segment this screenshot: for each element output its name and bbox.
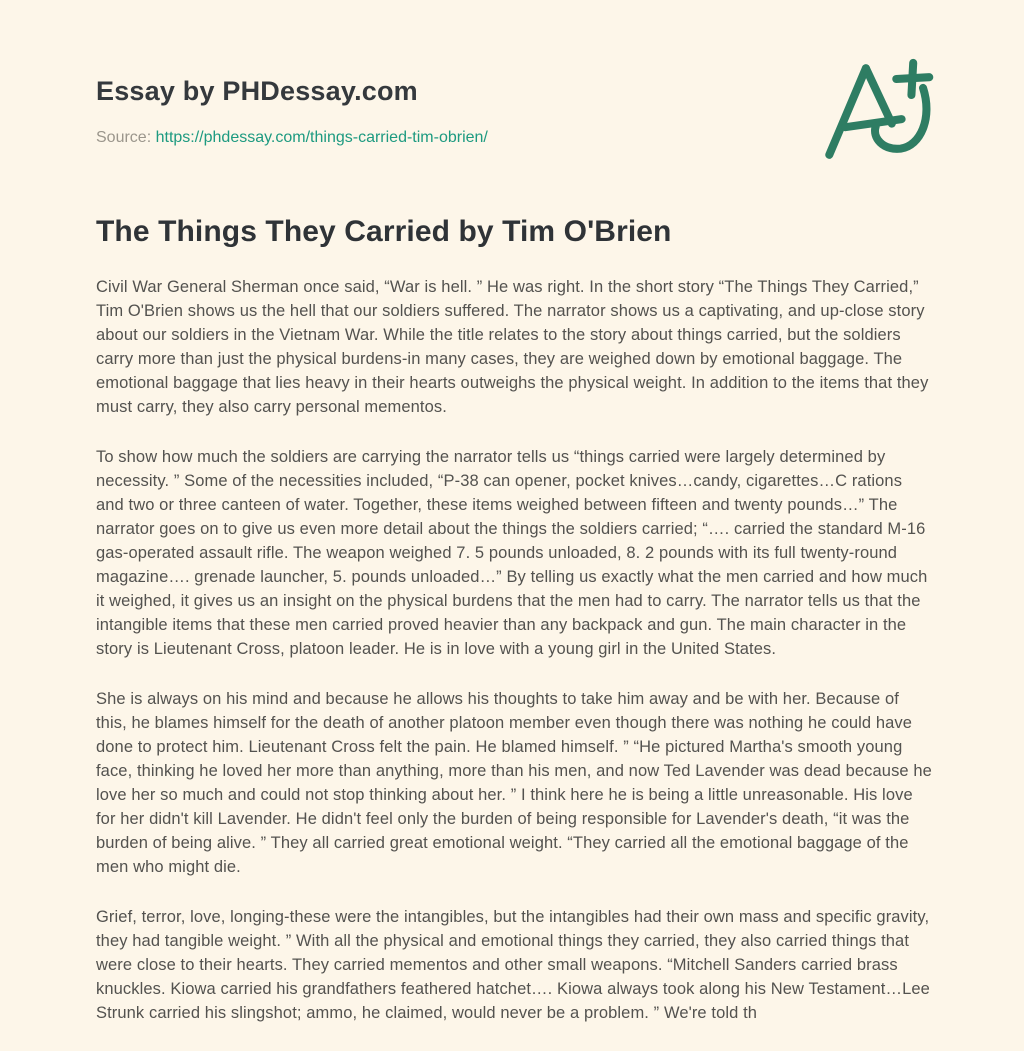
site-header-title: Essay by PHDessay.com	[96, 76, 418, 106]
essay-body	[96, 275, 934, 1025]
essay-content	[96, 0, 934, 1051]
source-label: Source:	[96, 129, 152, 146]
source-line	[96, 129, 934, 147]
essay-paragraph-3: She is always on his mind and because he allows his thoughts to take him away and be with her. Because of this, he blames himself for the death of another platoon member even though there was nothing he could have done to protect him. Lieutenant Cross felt the pain. He blamed himself. ” “He pictured Martha's smooth young face, thinking he loved her more than anything, more than his men, and now Ted Lavender was dead because he love her so much and could not stop thinking about her. ” I think here he is being a little unreasonable. His love for her didn't kill Lavender. He didn't feel only the burden of being responsible for Lavender's death, “it was the burden of being alive. ” They all carried great emotional weight. “They carried all the emotional baggage of the men who might die.	[96, 690, 932, 876]
essay-paragraph-1: Civil War General Sherman once said, “War is hell. ” He was right. In the short story “The Things They Carried,” Tim O'Brien shows us the hell that our soldiers suffered. The narrator shows us a captivating, and up-close story about our soldiers in the Vietnam War. While the title relates to the story about things carried, but the soldiers carry more than just the physical burdens-in many cases, they are weighed down by emotional baggage. The emotional baggage that lies heavy in their hearts outweighs the physical weight. In addition to the items that they must carry, they also carry personal mementos.	[96, 278, 929, 416]
essay-paragraph-4: Grief, terror, love, longing-these were the intangibles, but the intangibles had their own mass and specific gravity, they had tangible weight. ” With all the physical and emotional things they carried, they also carried things that were close to their hearts. They carried mementos and other small weapons. “Mitchell Sanders carried brass knuckles. Kiowa carried his grandfathers feathered hatchet…. Kiowa always took along his New Testament…Lee Strunk carried his slingshot; ammo, he claimed, would never be a problem. ” We're told th	[96, 908, 930, 1022]
essay-paragraph-2: To show how much the soldiers are carrying the narrator tells us “things carried were largely determined by necessity. ” Some of the necessities included, “P-38 can opener, pocket knives…candy, cigarettes…C rations and two or three canteen of water. Together, these items weighed between fifteen and twenty pounds…” The narrator goes on to give us even more detail about the things the soldiers carried; “…. carried the standard M-16 gas-operated assault rifle. The weapon weighed 7. 5 pounds unloaded, 8. 2 pounds with its full twenty-round magazine…. grenade launcher, 5. pounds unloaded…” By telling us exactly what the men carried and how much it weighed, it gives us an insight on the physical burdens that the men had to carry. The narrator tells us that the intangible items that these men carried proved heavier than any backpack and gun. The main character in the story is Lieutenant Cross, platoon leader. He is in love with a young girl in the United States.	[96, 448, 928, 658]
source-url-link[interactable]: https://phdessay.com/things-carried-tim-obrien/	[155, 129, 488, 146]
essay-title: The Things They Carried by Tim O'Brien	[96, 215, 672, 248]
